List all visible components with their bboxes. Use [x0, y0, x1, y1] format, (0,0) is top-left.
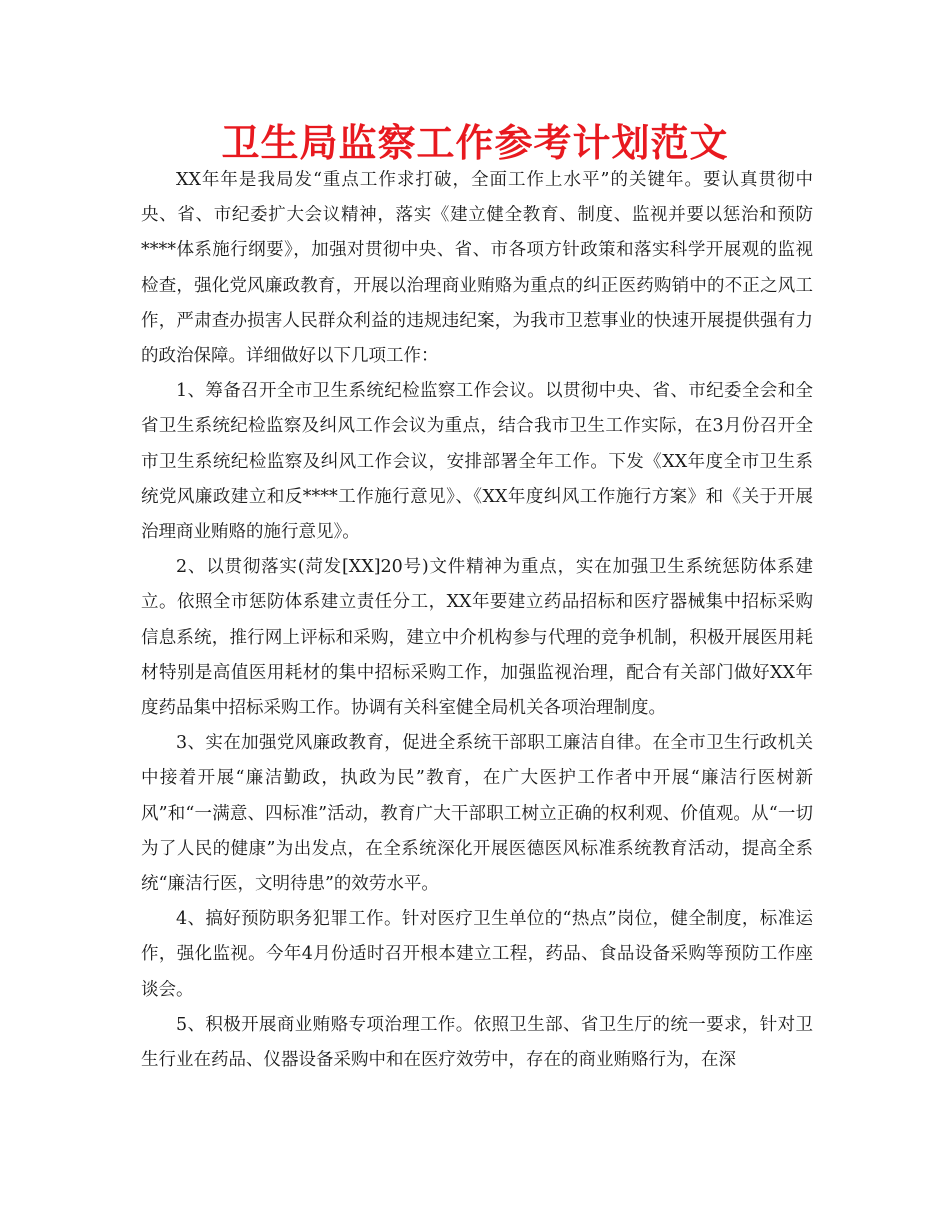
paragraph-item-3: 3、实在加强党风廉政教育，促进全系统干部职工廉洁自律。在全市卫生行政机关中接着开展“廉洁勤政，执政为民”教育，在广大医护工作者中开展“廉洁行医树新风”和“一满意、四标准”活动，教育广大干部职工树立正确的权利观、价值观。从“一切为了人民的健康”为出发点，在全系统深化开展医德医风标准系统教育活动，提高全系统“廉洁行医，文明待患”的效劳水平。: [141, 733, 813, 895]
paragraph-item-5: 5、积极开展商业贿赂专项治理工作。依照卫生部、省卫生厅的统一要求，针对卫生行业在药品、仪器设备采购中和在医疗效劳中，存在的商业贿赂行为，在深: [141, 1014, 813, 1071]
paragraph-intro: XX年年是我局发“重点工作求打破，全面工作上水平”的关键年。要认真贯彻中央、省、市纪委扩大会议精神，落实《建立健全教育、制度、监视并要以惩治和预防****体系施行纲要》，加强对贯彻中央、省、市各项方针政策和落实科学开展观的监视检查，强化党风廉政教育，开展以治理商业贿赂为重点的纠正医药购销中的不正之风工作，严肃查办损害人民群众利益的违规违纪案，为我市卫惹事业的快速开展提供强有力的政治保障。详细做好以下几项工作：: [141, 170, 813, 367]
paragraph-item-1: 1、筹备召开全市卫生系统纪检监察工作会议。以贯彻中央、省、市纪委全会和全省卫生系统纪检监察及纠风工作会议为重点，结合我市卫生工作实际，在3月份召开全市卫生系统纪检监察及纠风工作会议，安排部署全年工作。下发《XX年度全市卫生系统党风廉政建立和反****工作施行意见》、《XX年度纠风工作施行方案》和《关于开展治理商业贿赂的施行意见》。: [141, 381, 813, 543]
document-title: 卫生局监察工作参考计划范文: [221, 121, 729, 165]
paragraph-item-2: 2、以贯彻落实(菏发[XX]20号)文件精神为重点，实在加强卫生系统惩防体系建立。依照全市惩防体系建立责任分工，XX年要建立药品招标和医疗器械集中招标采购信息系统，推行网上评标和采购，建立中介机构参与代理的竞争机制，积极开展医用耗材特别是高值医用耗材的集中招标采购工作，加强监视治理，配合有关部门做好XX年度药品集中招标采购工作。协调有关科室健全局机关各项治理制度。: [141, 557, 813, 719]
document-body: [141, 163, 813, 1078]
paragraph-item-4: 4、搞好预防职务犯罪工作。针对医疗卫生单位的“热点”岗位，健全制度，标准运作，强化监视。今年4月份适时召开根本建立工程，药品、食品设备采购等预防工作座谈会。: [141, 909, 813, 1000]
